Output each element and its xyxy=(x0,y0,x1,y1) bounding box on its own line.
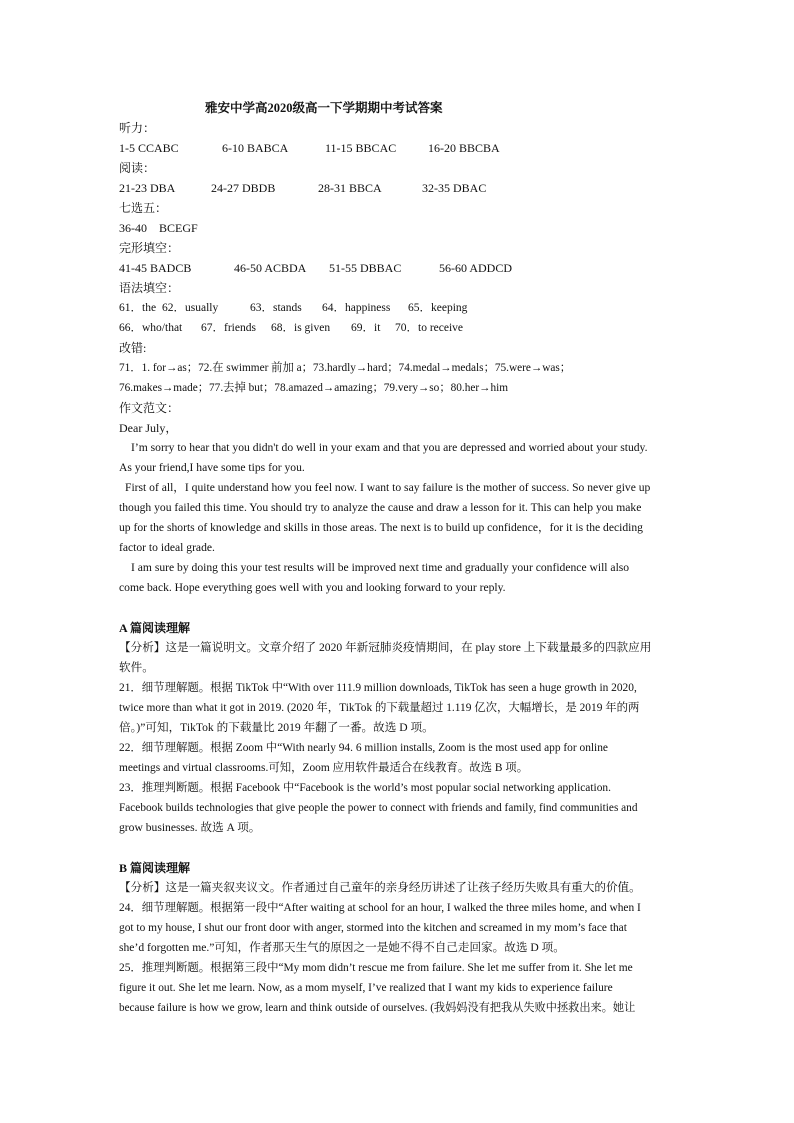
section-a-line: 23．推理判断题。根据 Facebook 中“Facebook is the world’s most popular social networking application. xyxy=(119,782,611,794)
answer-group: 24-27 DBDB xyxy=(211,181,276,195)
section-a-line: grow businesses. 故选 A 项。 xyxy=(119,821,261,834)
essay-label: 作文范文： xyxy=(119,401,180,415)
seven-five-answer: 36-40 BCEGF xyxy=(119,221,198,235)
essay-line: I’m sorry to hear that you didn't do well in your exam and that you are depressed and worried about your study. xyxy=(131,441,648,454)
cloze-answers xyxy=(119,261,512,275)
cloze-label: 完形填空： xyxy=(119,241,180,255)
grammar-answer: 66．who/that xyxy=(119,322,183,334)
section-a-line: 软件。 xyxy=(119,661,154,674)
essay-line: come back. Hope everything goes well with you and looking forward to your reply. xyxy=(119,581,506,594)
grammar-answer: 62．usually xyxy=(162,302,219,314)
reading-label: 阅读： xyxy=(119,161,156,175)
section-b-line: 25．推理判断题。根据第三段中“My mom didn’t rescue me from failure. She let me suffer from it. She let me xyxy=(119,962,633,974)
section-b-line: because failure is how we grow, learn and think outside of ourselves. (我妈妈没有把我从失败中拯救出来。她让 xyxy=(119,1002,636,1014)
essay-line: though you failed this time. You should try to analyze the cause and draw a lesson for it. This can help you make xyxy=(119,501,642,514)
answer-group: 41-45 BADCB xyxy=(119,261,192,275)
answer-group: 56-60 ADDCD xyxy=(439,261,513,275)
essay-line: up for the shorts of knowledge and skills in those areas. The next is to build up confidence，for it is the deciding xyxy=(119,521,643,534)
essay-line: As your friend,I have some tips for you. xyxy=(119,461,305,474)
answer-group: 46-50 ACBDA xyxy=(234,261,307,275)
answer-group: 32-35 DBAC xyxy=(422,181,487,195)
answer-group: 1-5 CCABC xyxy=(119,141,179,155)
grammar-label: 语法填空： xyxy=(119,281,180,295)
answer-group: 6-10 BABCA xyxy=(222,141,289,155)
correction-line: 76.makes→made；77.去掉 but；78.amazed→amazing；79.very→so；80.her→him xyxy=(119,382,509,394)
correction-line: 71．1. for→as；72.在 swimmer 前加 a；73.hardly→hard；74.medal→medals；75.were→was； xyxy=(119,362,572,374)
section-b-line: 【分析】这是一篇夹叙夹议文。作者通过自己童年的亲身经历讲述了让孩子经历失败具有重大的价值。 xyxy=(119,881,641,894)
grammar-answer: 68．is given xyxy=(271,322,331,334)
section-b-line: she’d forgotten me.”可知，作者那天生气的原因之一是她不得不自己走回家。故选 D 项。 xyxy=(119,941,565,954)
grammar-answer: 65．keeping xyxy=(408,302,468,314)
section-a-line: 21．细节理解题。根据 TikTok 中“With over 111.9 million downloads, TikTok has seen a huge growth in 2020, xyxy=(119,682,637,694)
grammar-answer: 67．friends xyxy=(201,322,256,334)
grammar-answers-row2 xyxy=(119,321,463,335)
answer-group: 51-55 DBBAC xyxy=(329,261,402,275)
section-b-line: 24．细节理解题。根据第一段中“After waiting at school for an hour, I walked the three miles home, and when I xyxy=(119,902,641,914)
essay-line: factor to ideal grade. xyxy=(119,541,215,554)
seven-five-label: 七选五： xyxy=(119,201,168,215)
grammar-answer: 69．it xyxy=(351,322,381,334)
grammar-answer: 63．stands xyxy=(250,302,302,314)
section-b-heading: B 篇阅读理解 xyxy=(119,861,191,875)
section-a-heading: A 篇阅读理解 xyxy=(119,621,191,635)
section-a-line: 倍。)”可知，TikTok 的下载量比 2019 年翻了一番。故选 D 项。 xyxy=(119,721,434,734)
grammar-answer: 61．the xyxy=(119,302,157,314)
grammar-answer: 64．happiness xyxy=(322,302,391,314)
answer-group: 11-15 BBCAC xyxy=(325,141,397,155)
section-a-line: meetings and virtual classrooms.可知，Zoom 应用软件最适合在线教育。故选 B 项。 xyxy=(119,762,529,774)
answer-group: 16-20 BBCBA xyxy=(428,141,500,155)
listening-label: 听力： xyxy=(119,121,156,135)
answer-group: 21-23 DBA xyxy=(119,181,176,195)
section-a-line: 【分析】这是一篇说明文。文章介绍了 2020 年新冠肺炎疫情期间，在 play store 上下载量最多的四款应用 xyxy=(119,641,652,654)
essay-line: First of all，I quite understand how you feel now. I want to say failure is the mother of success. So never give up xyxy=(125,481,651,494)
grammar-answers-row1 xyxy=(119,301,467,315)
section-b-line: figure it out. She let me learn. Now, as a mom myself, I’ve realized that I want my kids to experience failure xyxy=(119,982,613,994)
page-title: 雅安中学高2020级高一下学期期中考试答案 xyxy=(205,101,443,115)
listening-answers xyxy=(119,141,500,155)
essay-line: I am sure by doing this your test results will be improved next time and gradually your confidence will also xyxy=(131,561,630,574)
section-b-line: got to my house, I shut our front door with anger, stormed into the kitchen and screamed in my mom’s face that xyxy=(119,922,627,934)
section-a-line: twice more than what it got in 2019. (2020 年，TikTok 的下载量超过 1.119 亿次，大幅增长，是 2019 年的两 xyxy=(119,702,640,714)
answer-group: 28-31 BBCA xyxy=(318,181,382,195)
section-a-line: Facebook builds technologies that give people the power to connect with friends and family, find communities and xyxy=(119,802,638,814)
reading-answers xyxy=(119,181,486,195)
correction-label: 改错: xyxy=(119,341,147,355)
essay-salutation: Dear July， xyxy=(119,421,178,435)
section-a-line: 22．细节理解题。根据 Zoom 中“With nearly 94. 6 million installs, Zoom is the most used app for online xyxy=(119,742,608,754)
grammar-answer: 70．to receive xyxy=(395,322,464,334)
